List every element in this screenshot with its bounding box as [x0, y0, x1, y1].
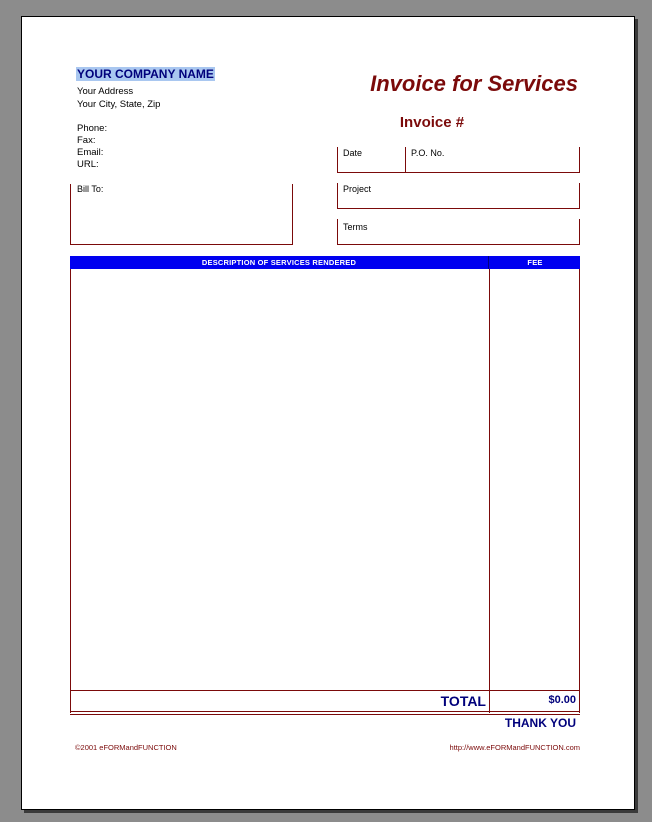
invoice-page: [21, 16, 635, 810]
footer-copyright: ©2001 eFORMandFUNCTION: [75, 743, 177, 752]
description-column-header: DESCRIPTION OF SERVICES RENDERED: [201, 258, 357, 267]
terms-label: Terms: [343, 222, 368, 232]
thank-you-text: THANK YOU: [504, 716, 576, 730]
total-value[interactable]: $0.00: [548, 694, 576, 706]
fax-label[interactable]: Fax:: [77, 135, 96, 146]
services-table-header: [70, 256, 580, 269]
project-label: Project: [343, 184, 372, 194]
company-city-state-zip[interactable]: Your City, State, Zip: [77, 99, 161, 110]
bill-to-label: Bill To:: [77, 184, 104, 194]
total-label: TOTAL: [440, 693, 486, 709]
invoice-title: Invoice for Services: [370, 71, 578, 96]
phone-label[interactable]: Phone:: [77, 123, 108, 134]
fee-column-header: FEE: [488, 256, 581, 269]
email-label[interactable]: Email:: [77, 147, 104, 158]
company-address[interactable]: Your Address: [77, 86, 134, 97]
url-label[interactable]: URL:: [77, 159, 99, 170]
date-label: Date: [343, 148, 363, 158]
invoice-number-label[interactable]: Invoice #: [399, 114, 465, 131]
footer-url[interactable]: http://www.eFORMandFUNCTION.com: [449, 743, 580, 752]
po-number-label: P.O. No.: [411, 148, 445, 158]
company-name[interactable]: YOUR COMPANY NAME: [77, 67, 214, 81]
